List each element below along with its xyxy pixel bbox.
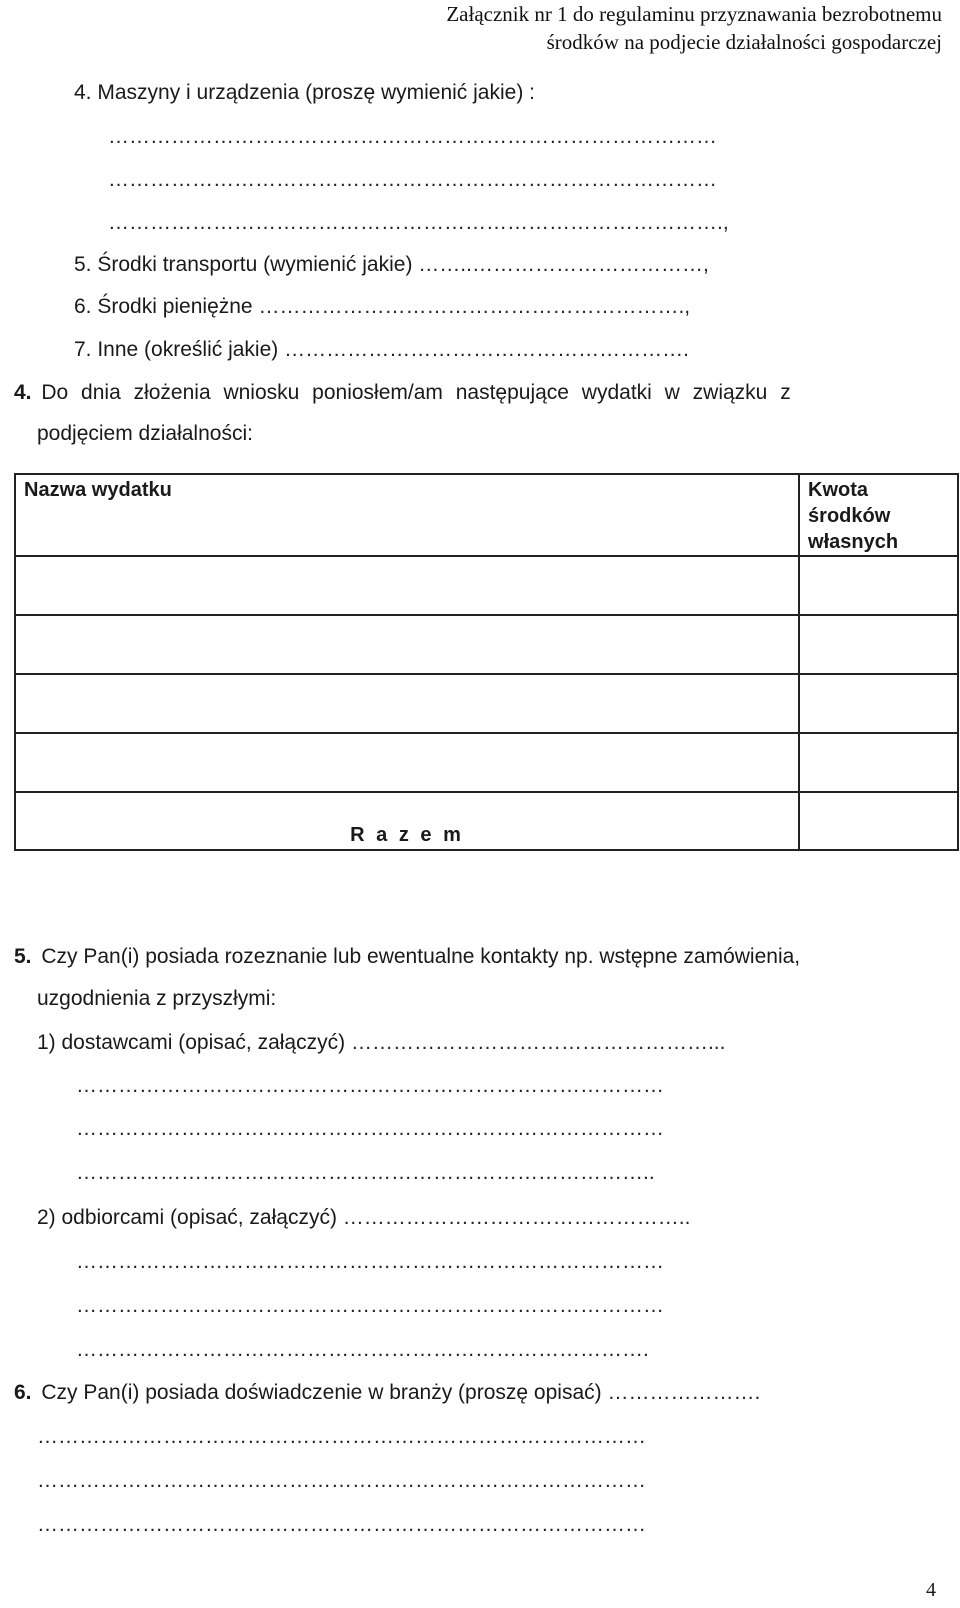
section-6-line-4: ……………………………………………………………………………	[37, 1513, 646, 1536]
suppliers-line-3: ………………………………………………………………………..	[76, 1161, 655, 1184]
item-7-row	[74, 337, 689, 363]
expense-amount-cell[interactable]	[799, 556, 958, 615]
expense-name-cell[interactable]	[15, 674, 799, 733]
section-6-text: Czy Pan(i) posiada doświadczenie w branży (proszę opisać)	[41, 1381, 602, 1404]
suppliers-line-1: …………………………………………………………………………	[76, 1074, 664, 1097]
header-amount-cell	[799, 474, 958, 556]
header-line-1: Załącznik nr 1 do regulaminu przyznawania bezrobotnemu	[446, 2, 942, 26]
customers-line-3: ……………………………………………………………………….	[76, 1338, 649, 1361]
suppliers-line-2: …………………………………………………………………………	[76, 1117, 664, 1140]
header-name: Nazwa wydatku	[24, 479, 172, 501]
section-4-text-2: podjęciem działalności:	[37, 422, 253, 445]
header-line-2: środków na podjecie działalności gospodarczej	[546, 30, 942, 54]
expense-name-cell[interactable]	[15, 556, 799, 615]
section-6-line-2: ……………………………………………………………………………	[37, 1425, 646, 1448]
section-6-dots: ………………….	[607, 1381, 761, 1404]
expense-table-header	[15, 474, 958, 556]
suppliers-row	[37, 1030, 725, 1056]
item-5-dots: ……..……………………………,	[418, 253, 709, 276]
expense-name-cell[interactable]	[15, 733, 799, 792]
header-amount-2: środków	[808, 505, 891, 527]
section-5-text-1: Czy Pan(i) posiada rozeznanie lub ewentualne kontakty np. wstępne zamówienia,	[41, 945, 801, 968]
document-header	[446, 0, 942, 56]
expense-row	[15, 615, 958, 674]
item-7-dots: ………………………………………………….	[284, 338, 689, 361]
item-6-row	[74, 294, 690, 320]
expense-row	[15, 674, 958, 733]
item-5-row	[74, 252, 709, 278]
expense-row	[15, 556, 958, 615]
expense-total-row	[15, 792, 958, 850]
section-5-number: 5.	[14, 945, 32, 968]
total-amount-cell[interactable]	[799, 792, 958, 850]
item-7-label: 7. Inne (określić jakie)	[74, 338, 279, 361]
header-amount-1: Kwota	[808, 479, 869, 501]
suppliers-label: 1) dostawcami (opisać, załączyć)	[37, 1031, 346, 1054]
item-4-label: 4. Maszyny i urządzenia (proszę wymienić jakie) :	[74, 81, 535, 104]
section-4-number: 4.	[14, 381, 32, 404]
section-5-text-2: uzgodnienia z przyszłymi:	[37, 987, 277, 1010]
customers-dots: …………………………………………..	[342, 1206, 691, 1229]
section-6-line-1	[14, 1380, 760, 1406]
item-6-label: 6. Środki pieniężne	[74, 295, 253, 318]
expense-row	[15, 733, 958, 792]
header-name-cell	[15, 474, 799, 556]
expense-table	[14, 473, 959, 851]
item-4-line-1: ……………………………………………………………………………	[108, 125, 717, 148]
suppliers-dots: ……………………………………………...	[350, 1031, 726, 1054]
expense-amount-cell[interactable]	[799, 733, 958, 792]
section-6-line-3: ……………………………………………………………………………	[37, 1469, 646, 1492]
expense-name-cell[interactable]	[15, 615, 799, 674]
customers-line-2: …………………………………………………………………………	[76, 1294, 664, 1317]
item-4-line-3: …………………………………………………………………………….,	[108, 211, 729, 234]
page-number: 4	[926, 1579, 936, 1601]
item-5-label: 5. Środki transportu (wymienić jakie)	[74, 253, 413, 276]
customers-label: 2) odbiorcami (opisać, załączyć)	[37, 1206, 337, 1229]
section-4-text-1: Do dnia złożenia wniosku poniosłem/am następujące wydatki w związku z	[41, 381, 791, 404]
section-5-line-1	[14, 944, 800, 970]
total-label: R a z e m	[350, 824, 464, 846]
total-label-cell	[15, 792, 799, 850]
item-4-line-2: ……………………………………………………………………………	[108, 168, 717, 191]
customers-row	[37, 1205, 690, 1231]
section-4-line-1	[14, 380, 791, 406]
section-6-number: 6.	[14, 1381, 32, 1404]
expense-amount-cell[interactable]	[799, 615, 958, 674]
item-6-dots: …………………………………………………….,	[258, 295, 691, 318]
expense-amount-cell[interactable]	[799, 674, 958, 733]
header-amount-3: własnych	[808, 531, 899, 553]
customers-line-1: …………………………………………………………………………	[76, 1250, 664, 1273]
